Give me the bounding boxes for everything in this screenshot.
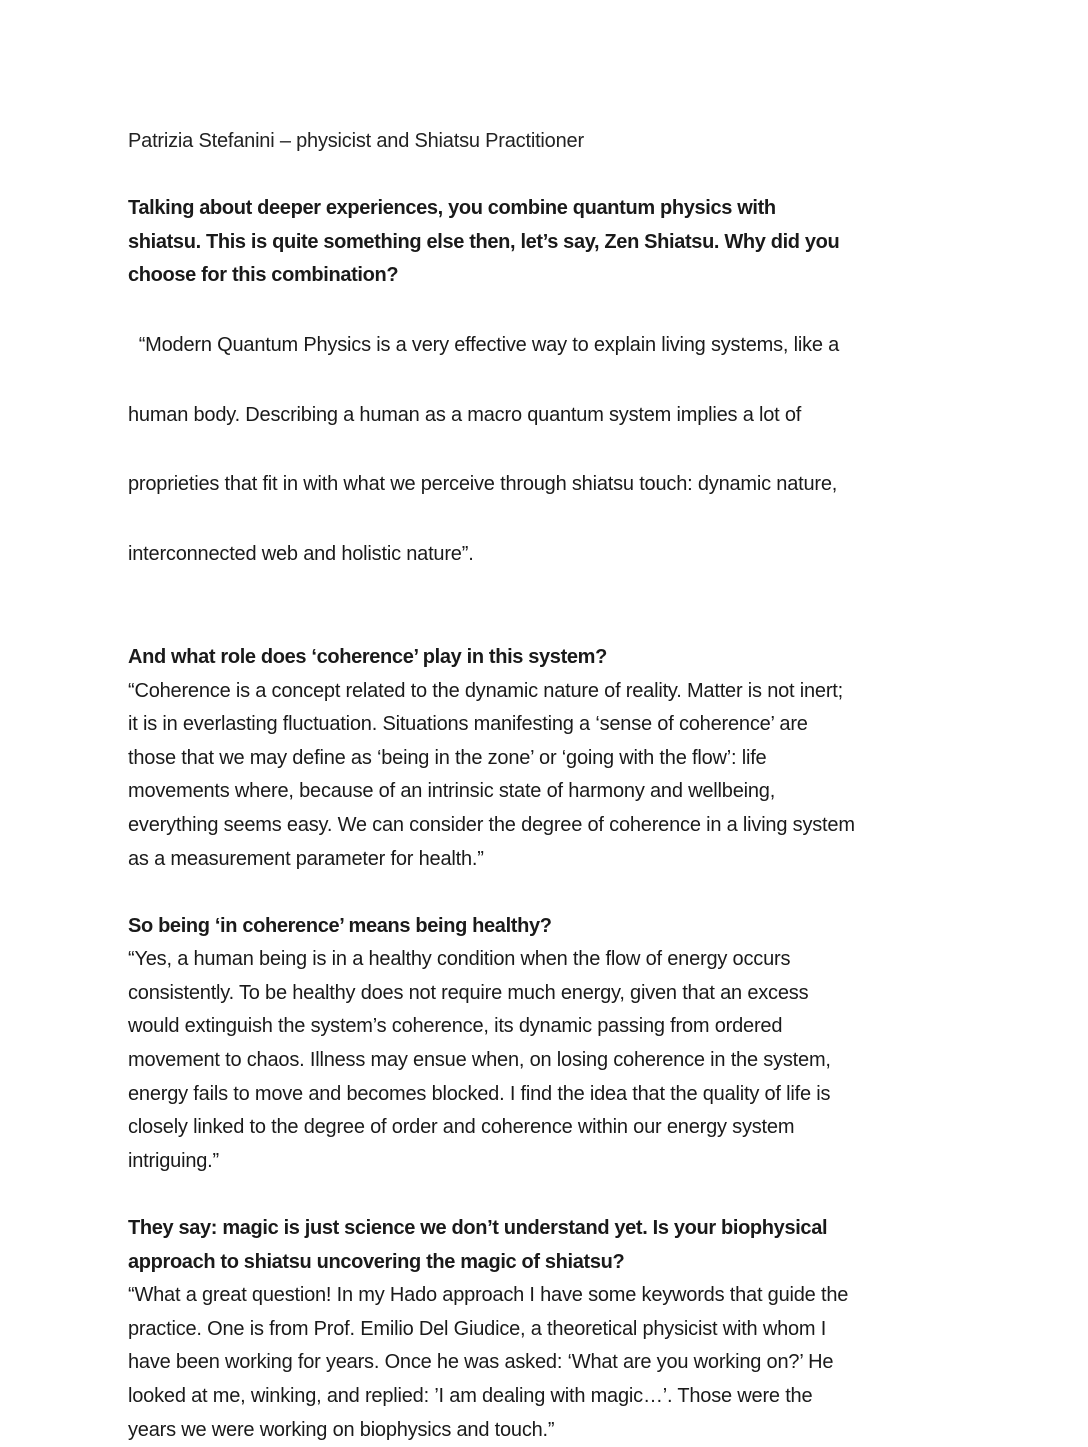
- spacer: [128, 1178, 968, 1212]
- answer-line: “What a great question! In my Hado approach I have some keywords that guide the: [128, 1284, 849, 1307]
- answer-3: [128, 943, 968, 1178]
- answer-line: as a measurement parameter for health.”: [128, 847, 484, 870]
- answer-line: everything seems easy. We can consider the degree of coherence in a living system: [128, 813, 855, 836]
- byline: [128, 125, 968, 159]
- answer-line: looked at me, winking, and replied: ’I am dealing with magic…’. Those were the: [128, 1385, 813, 1407]
- answer-line: “Yes, a human being is in a healthy condition when the flow of energy occurs: [128, 948, 791, 971]
- answer-line: consistently. To be healthy does not require much energy, given that an excess: [128, 981, 809, 1004]
- question-line: So being ‘in coherence’ means being healthy?: [128, 914, 552, 937]
- answer-line: would extinguish the system’s coherence, its dynamic passing from ordered: [128, 1015, 783, 1038]
- spacer: [128, 876, 968, 910]
- question-3: [128, 910, 968, 944]
- document-page: [128, 125, 968, 1447]
- answer-line: those that we may define as ‘being in the zone’ or ‘going with the flow’: life: [128, 746, 767, 769]
- answer-line: intriguing.”: [128, 1149, 219, 1172]
- answer-line: energy fails to move and becomes blocked. I find the idea that the quality of life is: [128, 1082, 831, 1105]
- byline-text: Patrizia Stefanini – physicist and Shiatsu Practitioner: [128, 130, 584, 152]
- question-line: Talking about deeper experiences, you combine quantum physics with: [128, 197, 776, 220]
- answer-line: it is in everlasting fluctuation. Situations manifesting a ‘sense of coherence’ are: [128, 713, 808, 736]
- spacer: [128, 607, 968, 641]
- answer-1: [128, 293, 968, 607]
- question-line: shiatsu. This is quite something else then, let’s say, Zen Shiatsu. Why did you: [128, 230, 840, 253]
- answer-line: closely linked to the degree of order and coherence within our energy system: [128, 1116, 795, 1139]
- answer-line: have been working for years. Once he was asked: ‘What are you working on?’ He: [128, 1351, 834, 1374]
- answer-line: years we were working on biophysics and touch.”: [128, 1418, 555, 1441]
- answer-line: movements where, because of an intrinsic state of harmony and wellbeing,: [128, 780, 776, 803]
- question-line: choose for this combination?: [128, 264, 399, 287]
- question-4: [128, 1212, 968, 1279]
- answer-line: human body. Describing a human as a macro quantum system implies a lot of: [128, 403, 802, 426]
- question-1: [128, 192, 968, 293]
- spacer: [128, 159, 968, 193]
- question-line: approach to shiatsu uncovering the magic of shiatsu?: [128, 1250, 625, 1273]
- answer-line: practice. One is from Prof. Emilio Del Giudice, a theoretical physicist with whom I: [128, 1317, 827, 1340]
- question-line: And what role does ‘coherence’ play in this system?: [128, 645, 607, 668]
- answer-line: “Modern Quantum Physics is a very effective way to explain living systems, like a: [128, 333, 840, 356]
- question-2: [128, 641, 968, 675]
- answer-4: [128, 1279, 968, 1447]
- answer-line: “Coherence is a concept related to the dynamic nature of reality. Matter is not inert;: [128, 679, 844, 702]
- answer-line: movement to chaos. Illness may ensue when, on losing coherence in the system,: [128, 1049, 831, 1072]
- answer-2: [128, 675, 968, 877]
- answer-line: proprieties that fit in with what we perceive through shiatsu touch: dynamic nature,: [128, 473, 838, 496]
- answer-line: interconnected web and holistic nature”.: [128, 542, 474, 565]
- question-line: They say: magic is just science we don’t understand yet. Is your biophysical: [128, 1217, 828, 1240]
